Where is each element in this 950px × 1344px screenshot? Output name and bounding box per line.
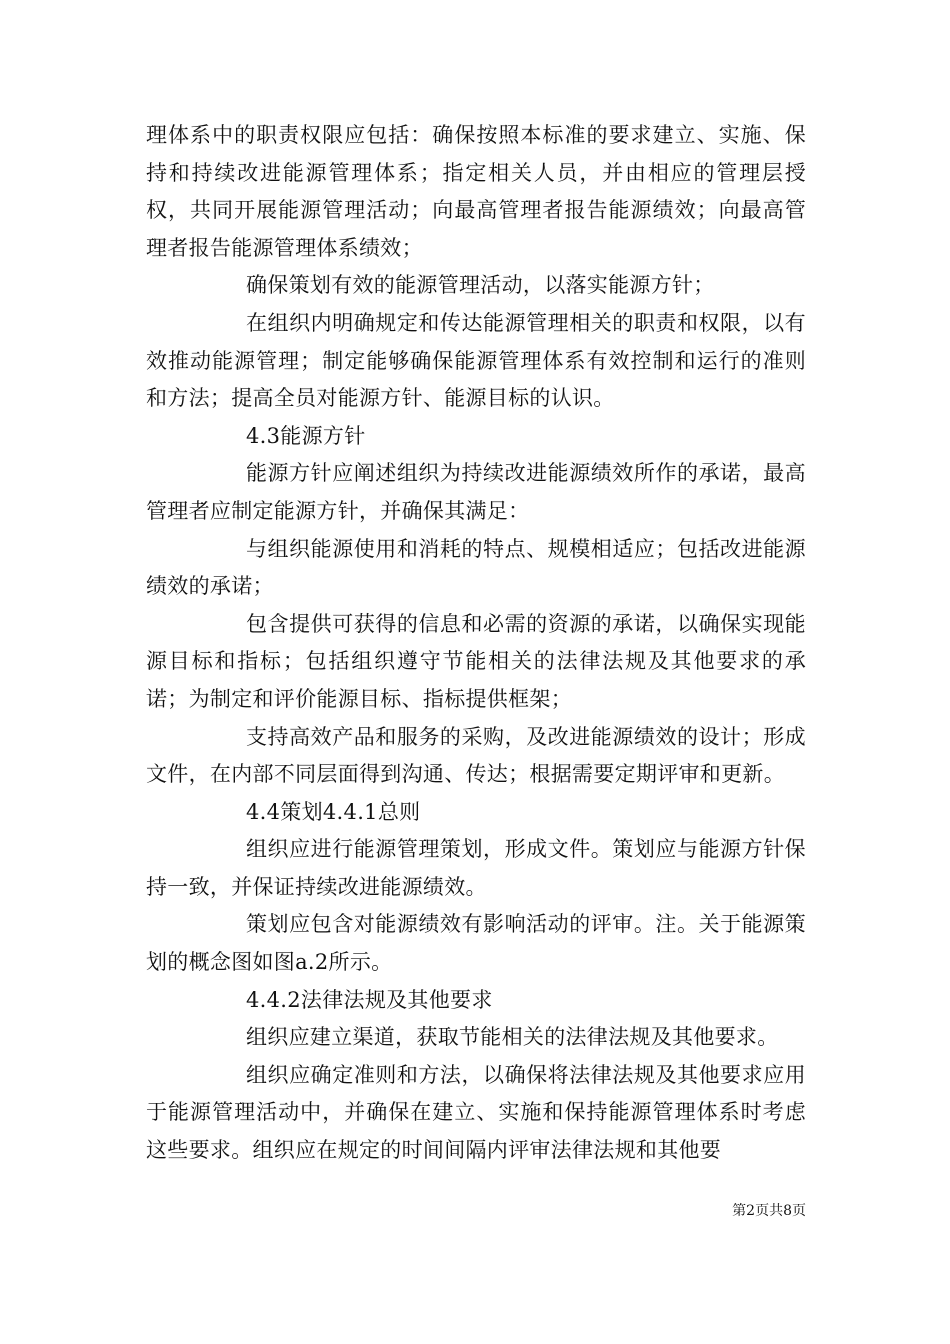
- paragraph: 确保策划有效的能源管理活动，以落实能源方针；: [246, 273, 715, 298]
- paragraph: 组织应进行能源管理策划，形成文件。策划应与能源方针保持一致，并保证持续改进能源绩效。: [146, 837, 806, 899]
- section-heading: 4.4策划4.4.1总则: [246, 799, 421, 824]
- paragraph: 组织应建立渠道，获取节能相关的法律法规及其他要求。: [246, 1025, 779, 1050]
- paragraph: 组织应确定准则和方法，以确保将法律法规及其他要求应用于能源管理活动中，并确保在建立、实施和保持能源管理体系时考虑这些要求。组织应在规定的时间间隔内评审法律法规和其他要: [146, 1062, 806, 1163]
- section-heading: 4.3能源方针: [246, 423, 366, 448]
- paragraph: 与组织能源使用和消耗的特点、规模相适应；包括改进能源绩效的承诺；: [146, 536, 806, 599]
- paragraph: 理体系中的职责权限应包括：确保按照本标准的要求建立、实施、保持和持续改进能源管理体系；指定相关人员，并由相应的管理层授权，共同开展能源管理活动；向最高管理者报告能源绩效；向最高管理者报告能源管理体系绩效；: [146, 123, 806, 260]
- section-heading: 4.4.2法律法规及其他要求: [246, 987, 493, 1012]
- document-body: [146, 117, 806, 1170]
- paragraph: 能源方针应阐述组织为持续改进能源绩效所作的承诺，最高管理者应制定能源方针，并确保其满足：: [146, 461, 806, 523]
- paragraph: 在组织内明确规定和传达能源管理相关的职责和权限，以有效推动能源管理；制定能够确保能源管理体系有效控制和运行的准则和方法；提高全员对能源方针、能源目标的认识。: [146, 310, 806, 411]
- paragraph: 策划应包含对能源绩效有影响活动的评审。注。关于能源策划的概念图如图a.2所示。: [146, 912, 806, 975]
- paragraph: 支持高效产品和服务的采购，及改进能源绩效的设计；形成文件，在内部不同层面得到沟通、传达；根据需要定期评审和更新。: [146, 724, 806, 787]
- page-number: 第2页共8页: [732, 1203, 806, 1219]
- paragraph: 包含提供可获得的信息和必需的资源的承诺，以确保实现能源目标和指标；包括组织遵守节能相关的法律法规及其他要求的承诺；为制定和评价能源目标、指标提供框架；: [146, 611, 806, 711]
